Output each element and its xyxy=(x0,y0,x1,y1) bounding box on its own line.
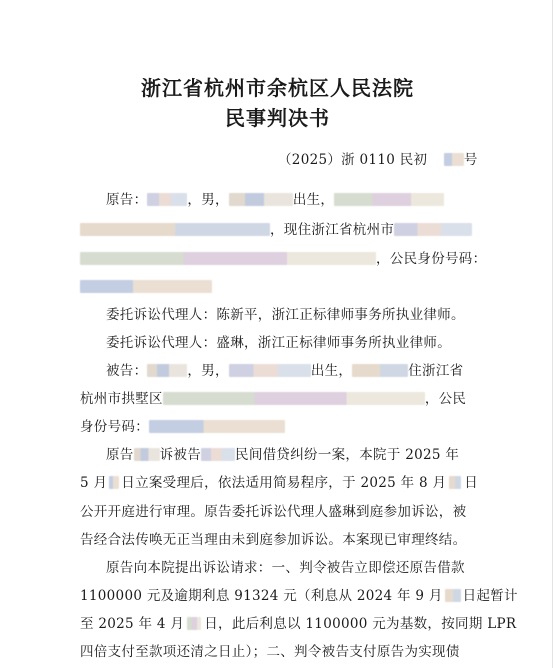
text: 日立案受理后，依法适用简易程序，于 2025 年 8 月 xyxy=(121,475,447,491)
text: 5 月 xyxy=(80,475,108,491)
defendant-line-1 xyxy=(106,362,463,380)
para1-line-4: 告经合法传唤无正当理由未到庭参加诉讼。本案现已审理终结。 xyxy=(80,532,467,548)
para1-line-1 xyxy=(106,446,459,464)
defendant-district: 杭州市拱墅区 xyxy=(80,391,163,407)
plaintiff-line-4 xyxy=(80,278,212,296)
plaintiff-address: ，现住浙江省杭州市 xyxy=(270,222,395,238)
redacted-day xyxy=(187,617,201,630)
text: 日，此后利息以 1100000 元为基数，按同期 LPR xyxy=(204,616,517,632)
para2-line-4: 四倍支付至款项还清之日止）；二、判令被告支付原告为实现债 xyxy=(80,644,460,660)
redacted-case-no xyxy=(444,153,464,166)
plaintiff-id-label: ，公民身份号码： xyxy=(376,251,487,267)
document-type: 民事判决书 xyxy=(225,106,330,130)
defendant-address-start: 住浙江省 xyxy=(408,363,464,379)
plaintiff-line-1 xyxy=(106,191,444,209)
defendant-id-label-start: ，公民 xyxy=(424,391,467,407)
plaintiff-line-3 xyxy=(80,250,486,268)
redacted-birthdate xyxy=(229,364,311,377)
defendant-label: 被告： xyxy=(106,363,148,379)
defendant-gender: ，男， xyxy=(187,363,229,379)
redacted-name xyxy=(147,364,187,377)
redacted-birthdate xyxy=(229,193,293,206)
case-number-suffix: 号 xyxy=(463,152,478,168)
redacted-ethnicity xyxy=(352,364,408,377)
text: 诉被告 xyxy=(159,447,202,463)
redacted-id-number xyxy=(149,420,285,433)
defendant-line-3 xyxy=(80,418,285,436)
text: 日起暂计 xyxy=(462,588,518,604)
redacted-day xyxy=(445,589,461,602)
text: 1100000 元及逾期利息 91324 元（利息从 2024 年 9 月 xyxy=(80,588,443,604)
redacted-ethnicity xyxy=(334,193,444,206)
text: 日 xyxy=(464,475,479,491)
redacted-address-2 xyxy=(80,252,376,265)
agent-2: 委托诉讼代理人：盛琳，浙江正标律师事务所执业律师。 xyxy=(106,335,451,351)
plaintiff-label: 原告： xyxy=(106,192,148,208)
redacted-id xyxy=(80,223,270,236)
case-number xyxy=(278,151,478,169)
redacted-name xyxy=(134,448,160,461)
para1-line-3: 公开开庭进行审理。原告委托诉讼代理人盛琳到庭参加诉讼，被 xyxy=(80,504,467,520)
para2-line-2 xyxy=(80,587,518,605)
plaintiff-line-2 xyxy=(80,221,472,239)
para2-line-3 xyxy=(80,615,516,633)
redacted-day xyxy=(449,476,461,489)
redacted-name xyxy=(201,448,235,461)
redacted-name xyxy=(147,193,187,206)
para2-line-1: 原告向本院提出诉讼请求：一、判令被告立即偿还原告借款 xyxy=(106,560,465,576)
text: 民间借贷纠纷一案，本院于 2025 年 xyxy=(235,447,460,463)
defendant-id-label: 身份号码： xyxy=(80,419,149,435)
redacted-day xyxy=(109,476,119,489)
redacted-address xyxy=(163,392,425,405)
para1-line-2 xyxy=(80,474,478,492)
defendant-birth: 出生， xyxy=(310,363,353,379)
redacted-id-number xyxy=(80,280,212,293)
agent-1: 委托诉讼代理人：陈新平，浙江正标律师事务所执业律师。 xyxy=(106,307,465,323)
defendant-line-2 xyxy=(80,390,466,408)
case-number-prefix: （2025）浙 0110 民初 xyxy=(278,152,428,168)
redacted-address xyxy=(394,223,472,236)
court-name: 浙江省杭州市余杭区人民法院 xyxy=(141,76,414,100)
plaintiff-birth: 出生， xyxy=(292,192,335,208)
text: 至 2025 年 4 月 xyxy=(80,616,185,632)
plaintiff-gender: ，男， xyxy=(187,192,229,208)
text: 原告 xyxy=(106,447,134,463)
